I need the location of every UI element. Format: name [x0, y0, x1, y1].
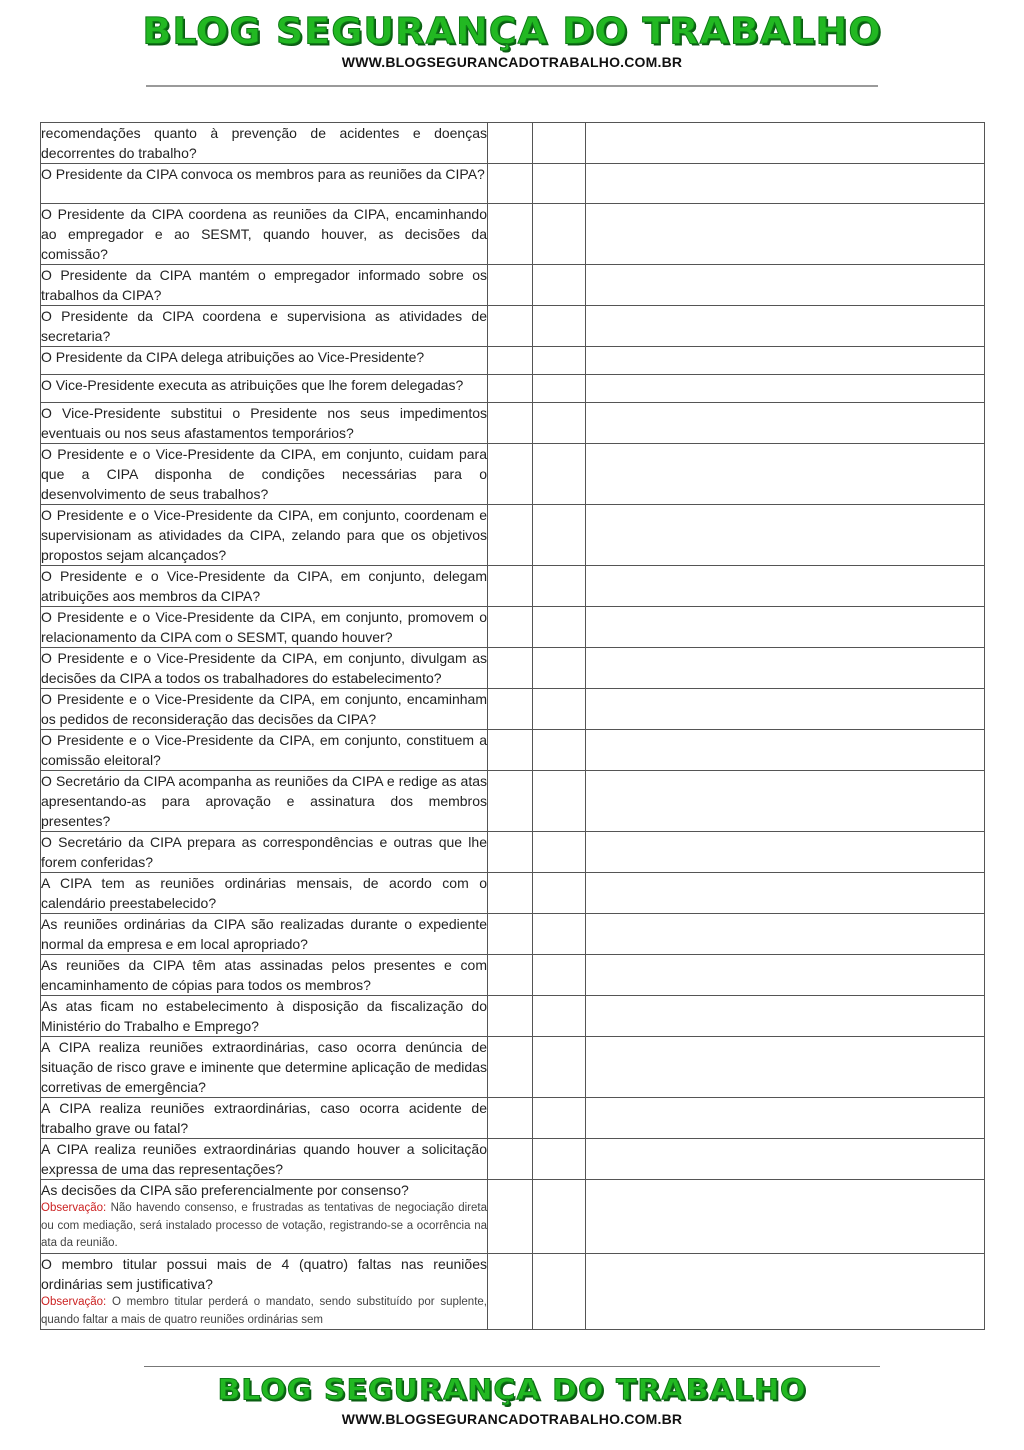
answer-yes-cell[interactable] — [488, 955, 533, 996]
observation-cell[interactable] — [586, 1037, 985, 1098]
answer-no-cell[interactable] — [533, 1098, 586, 1139]
question-text: O Presidente e o Vice-Presidente da CIPA, em conjunto, constituem a comissão eleitoral? — [41, 732, 487, 768]
table-row — [41, 123, 985, 164]
answer-yes-cell[interactable] — [488, 444, 533, 505]
table-row — [41, 566, 985, 607]
question-text: O Presidente e o Vice-Presidente da CIPA, em conjunto, coordenam e supervisionam as atividades da CIPA, zelando para que os objetivos propostos sejam alcançados? — [41, 507, 487, 563]
table-row — [41, 873, 985, 914]
question-cell — [41, 375, 488, 403]
answer-yes-cell[interactable] — [488, 1037, 533, 1098]
observation-cell[interactable] — [586, 955, 985, 996]
footer-divider — [144, 1366, 880, 1367]
table-row — [41, 771, 985, 832]
question-text: A CIPA tem as reuniões ordinárias mensais, de acordo com o calendário preestabelecido? — [41, 875, 487, 911]
header-brand — [0, 12, 1024, 70]
question-cell — [41, 832, 488, 873]
answer-yes-cell[interactable] — [488, 306, 533, 347]
answer-yes-cell[interactable] — [488, 164, 533, 204]
answer-no-cell[interactable] — [533, 505, 586, 566]
footer-brand-title: BLOG SEGURANÇA DO TRABALHO — [217, 1373, 807, 1408]
answer-yes-cell[interactable] — [488, 403, 533, 444]
question-cell — [41, 1180, 488, 1254]
question-cell — [41, 204, 488, 265]
answer-no-cell[interactable] — [533, 123, 586, 164]
question-text: recomendações quanto à prevenção de acidentes e doenças decorrentes do trabalho? — [41, 125, 487, 161]
answer-yes-cell[interactable] — [488, 566, 533, 607]
answer-no-cell[interactable] — [533, 955, 586, 996]
question-text: O Presidente da CIPA convoca os membros para as reuniões da CIPA? — [41, 166, 485, 182]
answer-yes-cell[interactable] — [488, 648, 533, 689]
answer-no-cell[interactable] — [533, 914, 586, 955]
question-cell — [41, 1098, 488, 1139]
answer-no-cell[interactable] — [533, 164, 586, 204]
question-text: As reuniões da CIPA têm atas assinadas pelos presentes e com encaminhamento de cópias para todos os membros? — [41, 957, 487, 993]
observation-cell[interactable] — [586, 1254, 985, 1330]
observation-cell[interactable] — [586, 444, 985, 505]
question-cell — [41, 914, 488, 955]
table-row — [41, 403, 985, 444]
question-cell — [41, 123, 488, 164]
question-cell — [41, 164, 488, 204]
answer-no-cell[interactable] — [533, 403, 586, 444]
table-row — [41, 375, 985, 403]
question-cell — [41, 265, 488, 306]
question-cell — [41, 730, 488, 771]
question-text: O Presidente da CIPA mantém o empregador informado sobre os trabalhos da CIPA? — [41, 267, 487, 303]
answer-yes-cell[interactable] — [488, 771, 533, 832]
answer-no-cell[interactable] — [533, 873, 586, 914]
answer-yes-cell[interactable] — [488, 832, 533, 873]
answer-no-cell[interactable] — [533, 689, 586, 730]
table-row — [41, 832, 985, 873]
question-cell — [41, 648, 488, 689]
table-row — [41, 347, 985, 375]
answer-no-cell[interactable] — [533, 996, 586, 1037]
observation-cell[interactable] — [586, 873, 985, 914]
answer-no-cell[interactable] — [533, 1139, 586, 1180]
question-text: O Presidente da CIPA coordena e supervisiona as atividades de secretaria? — [41, 308, 487, 344]
answer-no-cell[interactable] — [533, 730, 586, 771]
table-row — [41, 265, 985, 306]
question-cell — [41, 505, 488, 566]
observation-cell[interactable] — [586, 123, 985, 164]
table-row — [41, 607, 985, 648]
question-text: A CIPA realiza reuniões extraordinárias, caso ocorra denúncia de situação de risco grave e iminente que determine aplicação de medidas corretivas de emergência? — [41, 1039, 487, 1095]
observation-label: Observação: — [41, 1202, 107, 1214]
footer-brand-url[interactable]: WWW.BLOGSEGURANCADOTRABALHO.COM.BR — [341, 1411, 683, 1427]
observation-cell[interactable] — [586, 403, 985, 444]
footer-brand — [0, 1373, 1024, 1427]
answer-no-cell[interactable] — [533, 771, 586, 832]
observation-cell[interactable] — [586, 347, 985, 375]
answer-yes-cell[interactable] — [488, 347, 533, 375]
observation-cell[interactable] — [586, 1139, 985, 1180]
question-text: O Presidente e o Vice-Presidente da CIPA, em conjunto, cuidam para que a CIPA disponha de condições necessárias para o desenvolvimento de seus trabalhos? — [41, 446, 487, 502]
question-text: O Presidente da CIPA coordena as reuniões da CIPA, encaminhando ao empregador e ao SESMT, quando houver, as decisões da comissão? — [41, 206, 487, 262]
question-cell — [41, 347, 488, 375]
question-text: O Vice-Presidente executa as atribuições que lhe forem delegadas? — [41, 377, 464, 393]
header-brand-url[interactable]: WWW.BLOGSEGURANCADOTRABALHO.COM.BR — [341, 54, 683, 70]
question-text: O Secretário da CIPA prepara as correspondências e outras que lhe forem conferidas? — [41, 834, 487, 870]
answer-no-cell[interactable] — [533, 1037, 586, 1098]
table-row — [41, 1139, 985, 1180]
header-divider — [146, 85, 878, 87]
question-cell — [41, 873, 488, 914]
answer-no-cell[interactable] — [533, 375, 586, 403]
answer-no-cell[interactable] — [533, 204, 586, 265]
observation-cell[interactable] — [586, 1180, 985, 1254]
question-text: O Vice-Presidente substitui o Presidente nos seus impedimentos eventuais ou nos seus afastamentos temporários? — [41, 405, 487, 441]
question-cell — [41, 1037, 488, 1098]
observation-cell[interactable] — [586, 306, 985, 347]
observation-cell[interactable] — [586, 771, 985, 832]
table-row — [41, 1098, 985, 1139]
question-cell — [41, 771, 488, 832]
question-cell — [41, 1254, 488, 1330]
observation-text: O membro titular perderá o mandato, sendo substituído por suplente, quando faltar a mais de quatro reuniões ordinárias sem — [41, 1296, 487, 1326]
question-cell — [41, 689, 488, 730]
observation-cell[interactable] — [586, 996, 985, 1037]
observation-note — [41, 1294, 487, 1329]
answer-yes-cell[interactable] — [488, 873, 533, 914]
answer-yes-cell[interactable] — [488, 123, 533, 164]
table-row — [41, 1254, 985, 1330]
observation-cell[interactable] — [586, 914, 985, 955]
question-cell — [41, 444, 488, 505]
checklist-body — [41, 123, 985, 1330]
question-text: O Presidente e o Vice-Presidente da CIPA, em conjunto, promovem o relacionamento da CIPA com o SESMT, quando houver? — [41, 609, 487, 645]
observation-cell[interactable] — [586, 832, 985, 873]
answer-yes-cell[interactable] — [488, 1139, 533, 1180]
table-row — [41, 444, 985, 505]
table-row — [41, 996, 985, 1037]
answer-no-cell[interactable] — [533, 347, 586, 375]
question-text: A CIPA realiza reuniões extraordinárias, caso ocorra acidente de trabalho grave ou fatal? — [41, 1100, 487, 1136]
question-cell — [41, 607, 488, 648]
observation-cell[interactable] — [586, 689, 985, 730]
checklist-table — [40, 122, 985, 1330]
observation-note — [41, 1200, 487, 1253]
answer-no-cell[interactable] — [533, 832, 586, 873]
answer-no-cell[interactable] — [533, 444, 586, 505]
table-row — [41, 1180, 985, 1254]
answer-yes-cell[interactable] — [488, 204, 533, 265]
observation-cell[interactable] — [586, 607, 985, 648]
observation-cell[interactable] — [586, 648, 985, 689]
observation-cell[interactable] — [586, 1098, 985, 1139]
answer-yes-cell[interactable] — [488, 607, 533, 648]
observation-cell[interactable] — [586, 204, 985, 265]
question-cell — [41, 955, 488, 996]
question-text: As atas ficam no estabelecimento à disposição da fiscalização do Ministério do Trabalho e Emprego? — [41, 998, 487, 1034]
answer-yes-cell[interactable] — [488, 1180, 533, 1254]
answer-no-cell[interactable] — [533, 265, 586, 306]
answer-yes-cell[interactable] — [488, 1098, 533, 1139]
question-text: O Presidente e o Vice-Presidente da CIPA, em conjunto, encaminham os pedidos de reconsideração das decisões da CIPA? — [41, 691, 487, 727]
question-cell — [41, 403, 488, 444]
header-brand-title: BLOG SEGURANÇA DO TRABALHO — [142, 10, 882, 52]
answer-no-cell[interactable] — [533, 1180, 586, 1254]
table-row — [41, 204, 985, 265]
question-cell — [41, 306, 488, 347]
question-text: O Presidente da CIPA delega atribuições ao Vice-Presidente? — [41, 349, 425, 365]
table-row — [41, 164, 985, 204]
question-cell — [41, 996, 488, 1037]
question-text: As reuniões ordinárias da CIPA são realizadas durante o expediente normal da empresa e em local apropriado? — [41, 916, 487, 952]
observation-text: Não havendo consenso, e frustradas as tentativas de negociação direta ou com mediação, será instalado processo de votação, registrando-se a ocorrência na ata da reunião. — [41, 1202, 487, 1249]
question-text: O Secretário da CIPA acompanha as reuniões da CIPA e redige as atas apresentando-as para aprovação e assinatura dos membros presentes? — [41, 773, 487, 829]
observation-label: Observação: — [41, 1296, 107, 1308]
table-row — [41, 306, 985, 347]
answer-yes-cell[interactable] — [488, 689, 533, 730]
observation-cell[interactable] — [586, 730, 985, 771]
question-text: O Presidente e o Vice-Presidente da CIPA, em conjunto, delegam atribuições aos membros da CIPA? — [41, 568, 487, 604]
table-row — [41, 914, 985, 955]
answer-no-cell[interactable] — [533, 648, 586, 689]
answer-yes-cell[interactable] — [488, 375, 533, 403]
answer-yes-cell[interactable] — [488, 730, 533, 771]
answer-yes-cell[interactable] — [488, 265, 533, 306]
answer-no-cell[interactable] — [533, 306, 586, 347]
question-cell — [41, 1139, 488, 1180]
question-text: A CIPA realiza reuniões extraordinárias quando houver a solicitação expressa de uma das representações? — [41, 1141, 487, 1177]
observation-cell[interactable] — [586, 505, 985, 566]
observation-cell[interactable] — [586, 265, 985, 306]
table-row — [41, 1037, 985, 1098]
table-row — [41, 689, 985, 730]
table-row — [41, 505, 985, 566]
question-cell — [41, 566, 488, 607]
table-row — [41, 955, 985, 996]
answer-yes-cell[interactable] — [488, 1254, 533, 1330]
question-text: As decisões da CIPA são preferencialmente por consenso? — [41, 1182, 409, 1198]
answer-no-cell[interactable] — [533, 607, 586, 648]
question-text: O membro titular possui mais de 4 (quatro) faltas nas reuniões ordinárias sem justificativa? — [41, 1256, 487, 1292]
answer-no-cell[interactable] — [533, 1254, 586, 1330]
question-text: O Presidente e o Vice-Presidente da CIPA, em conjunto, divulgam as decisões da CIPA a todos os trabalhadores do estabelecimento? — [41, 650, 487, 686]
answer-yes-cell[interactable] — [488, 914, 533, 955]
observation-cell[interactable] — [586, 566, 985, 607]
table-row — [41, 730, 985, 771]
answer-yes-cell[interactable] — [488, 505, 533, 566]
table-row — [41, 648, 985, 689]
observation-cell[interactable] — [586, 164, 985, 204]
answer-yes-cell[interactable] — [488, 996, 533, 1037]
observation-cell[interactable] — [586, 375, 985, 403]
answer-no-cell[interactable] — [533, 566, 586, 607]
